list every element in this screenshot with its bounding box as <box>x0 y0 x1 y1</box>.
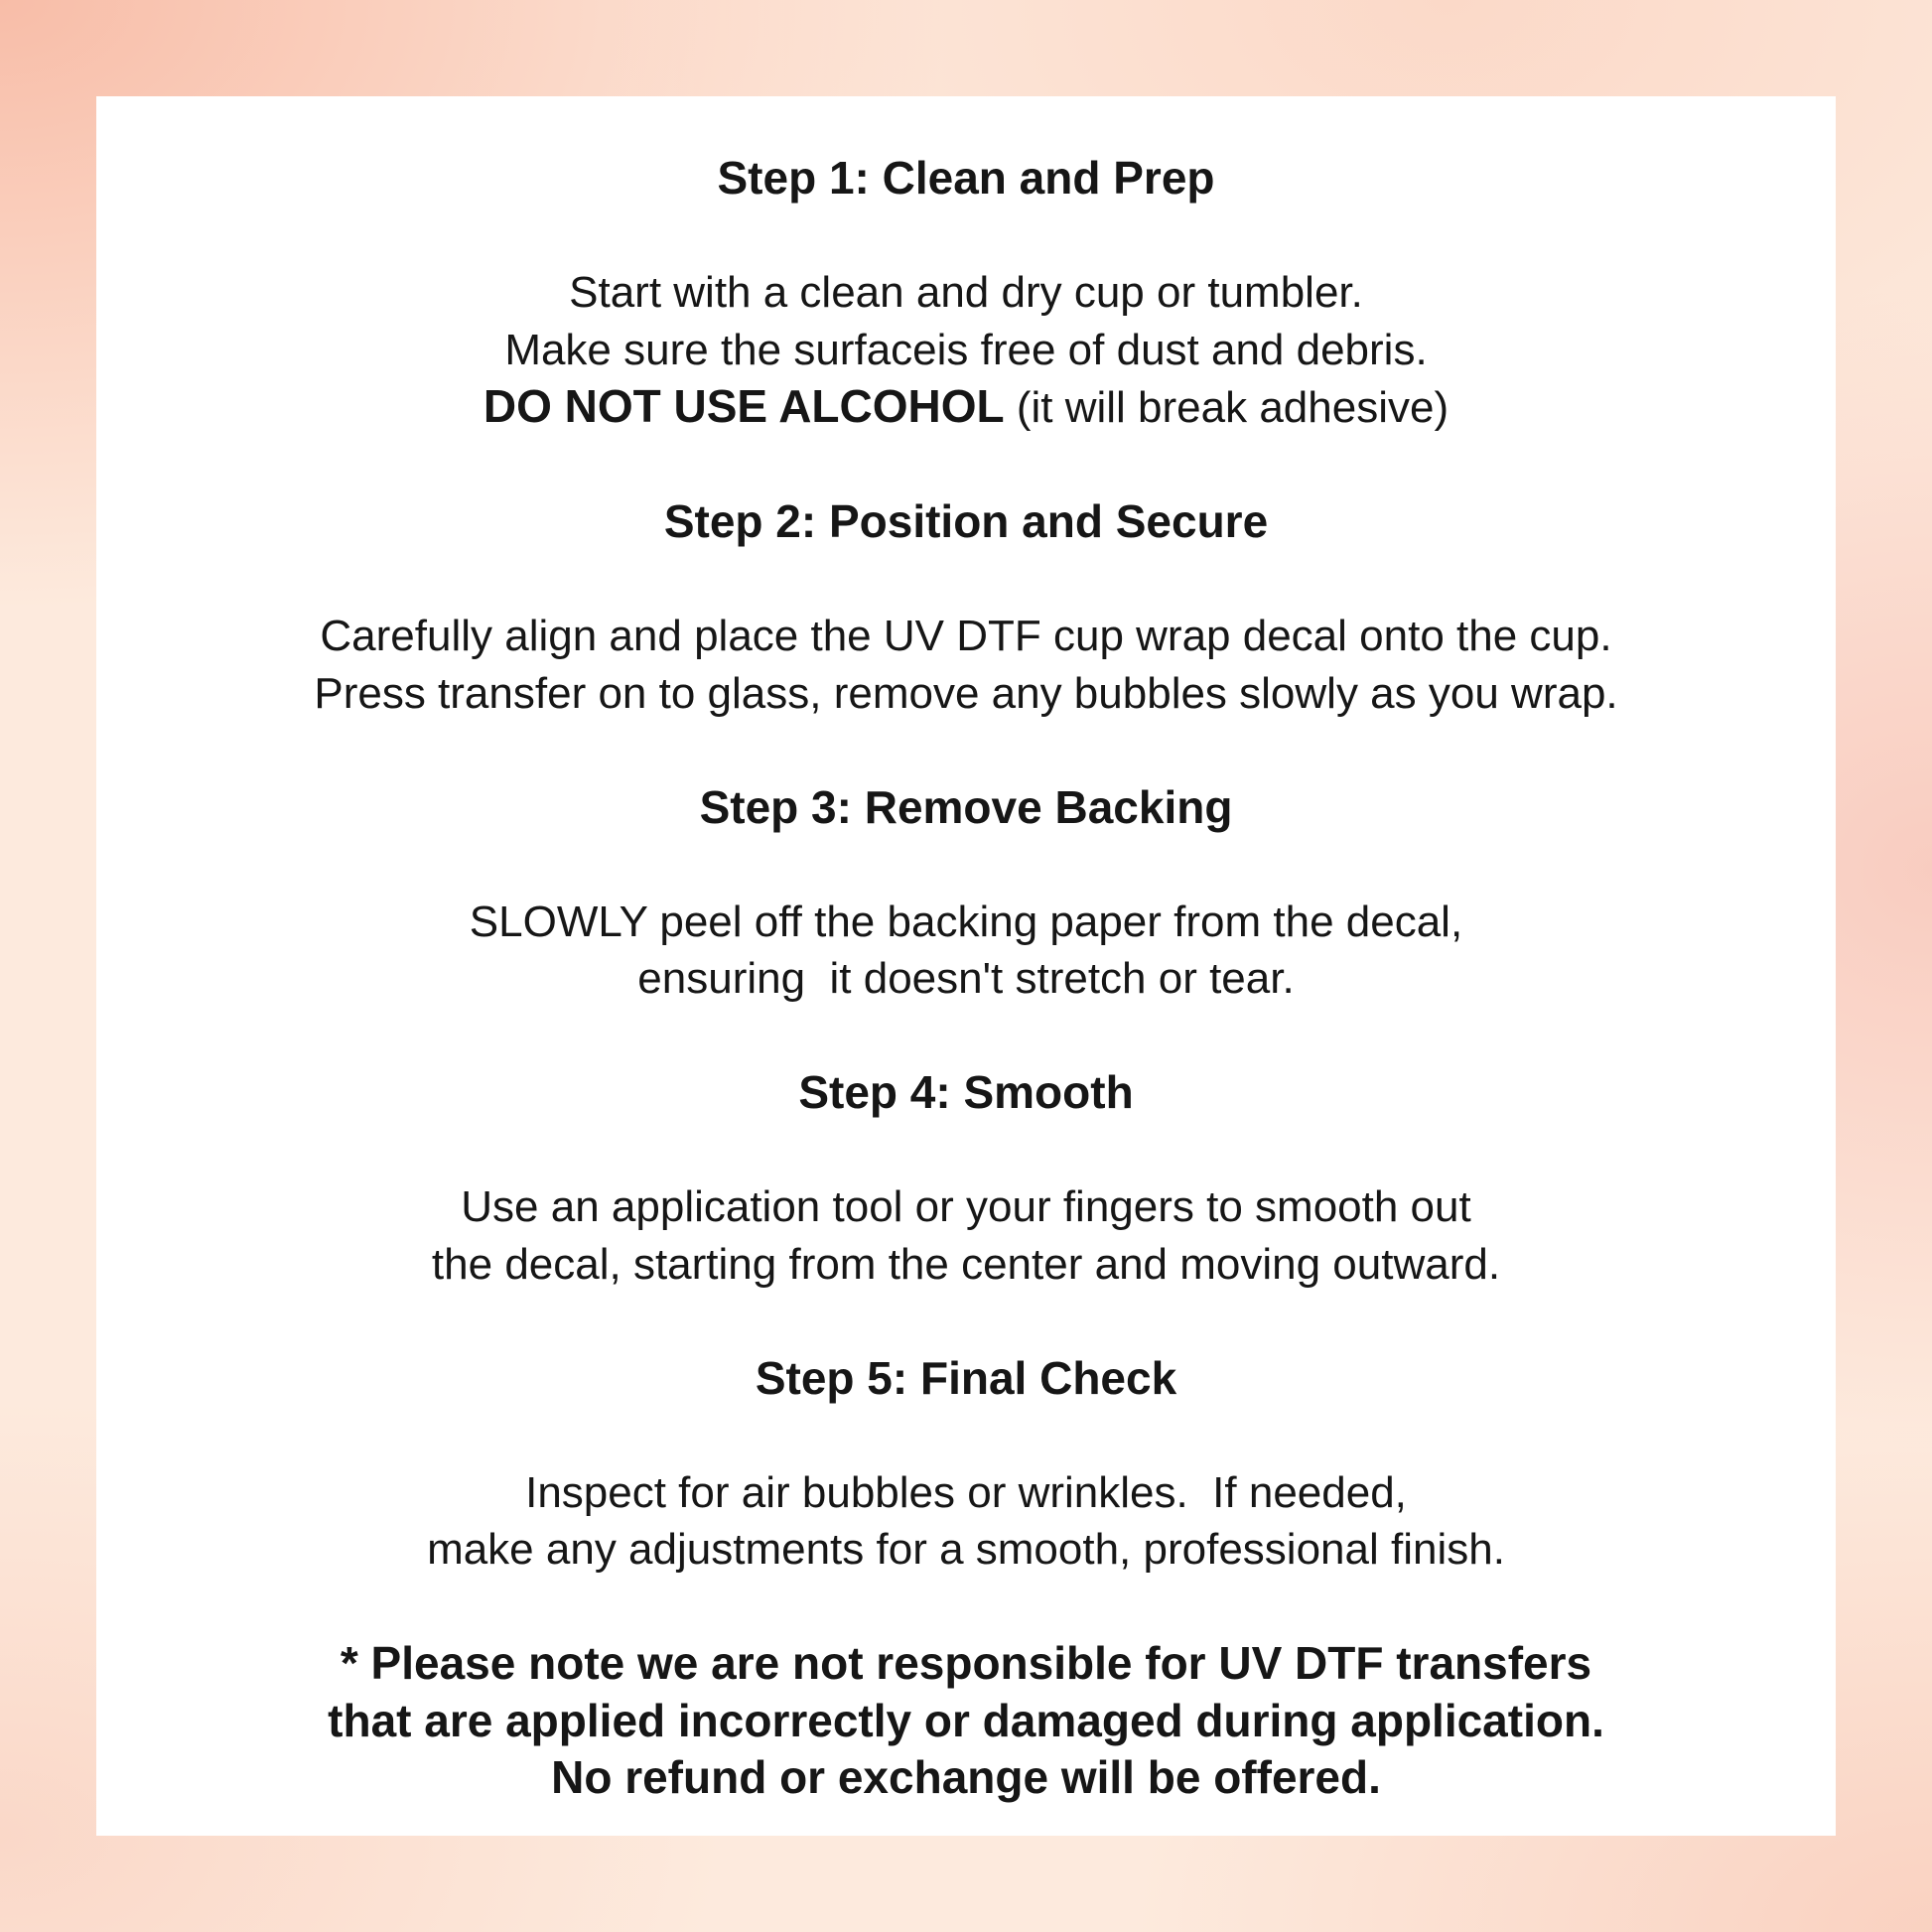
step-5-heading: Step 5: Final Check <box>755 1351 1177 1404</box>
step-block-4 <box>96 1064 1836 1293</box>
step-block-2 <box>96 493 1836 722</box>
step-1-line-1: Start with a clean and dry cup or tumbler. <box>569 268 1363 317</box>
disclaimer-line-3: No refund or exchange will be offered. <box>551 1751 1381 1803</box>
step-2-heading: Step 2: Position and Secure <box>663 495 1269 547</box>
disclaimer-line-1: * Please note we are not responsible for UV DTF transfers <box>340 1637 1592 1689</box>
step-2-line-2: Press transfer on to glass, remove any bubbles slowly as you wrap. <box>314 668 1618 718</box>
step-block-1 <box>96 150 1836 437</box>
alcohol-warning-note: (it will break adhesive) <box>1004 383 1449 432</box>
step-1-warning-line <box>96 378 1836 437</box>
step-block-5 <box>96 1350 1836 1579</box>
step-4-line-1: Use an application tool or your fingers to smooth out <box>461 1182 1471 1231</box>
step-5-line-2: make any adjustments for a smooth, professional finish. <box>427 1525 1505 1574</box>
step-3-heading: Step 3: Remove Backing <box>699 780 1233 833</box>
disclaimer-line-2: that are applied incorrectly or damaged during application. <box>328 1694 1604 1746</box>
step-1-heading: Step 1: Clean and Prep <box>717 152 1215 204</box>
step-3-line-2: ensuring it doesn't stretch or tear. <box>637 954 1295 1003</box>
instruction-card <box>96 96 1836 1836</box>
step-1-line-2: Make sure the surfaceis free of dust and debris. <box>504 325 1428 374</box>
step-block-3 <box>96 779 1836 1008</box>
step-3-line-1: SLOWLY peel off the backing paper from the decal, <box>469 897 1463 946</box>
step-4-heading: Step 4: Smooth <box>798 1066 1134 1118</box>
step-2-line-1: Carefully align and place the UV DTF cup wrap decal onto the cup. <box>320 612 1612 660</box>
step-4-line-2: the decal, starting from the center and moving outward. <box>431 1239 1501 1289</box>
step-5-line-1: Inspect for air bubbles or wrinkles. If needed, <box>525 1467 1407 1517</box>
disclaimer-block <box>96 1635 1836 1807</box>
alcohol-warning-bold: DO NOT USE ALCOHOL <box>483 380 1005 432</box>
